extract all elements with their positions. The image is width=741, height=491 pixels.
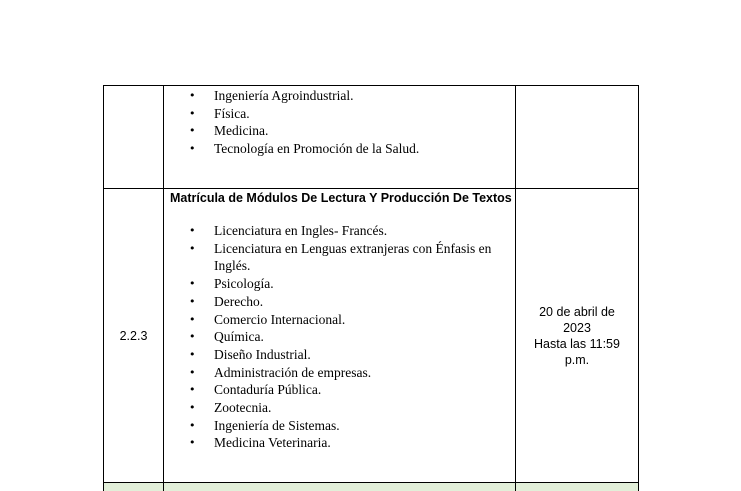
- item-number-cell: [104, 86, 164, 188]
- table-row: [104, 189, 639, 483]
- section-heading: Matrícula de Módulos De Lectura Y Producción De Textos: [170, 191, 512, 205]
- list-item: • Diseño Industrial.: [189, 346, 515, 364]
- list-item: • Ingeniería de Sistemas.: [189, 417, 515, 435]
- date-cell: [516, 86, 639, 188]
- list-item: • Derecho.: [189, 293, 515, 311]
- deadline-line: 2023: [563, 320, 591, 335]
- table-row-shaded: [104, 483, 639, 491]
- list-item: • Contaduría Pública.: [189, 381, 515, 399]
- item-number-cell: [104, 483, 164, 491]
- date-cell: [516, 189, 639, 482]
- list-item: • Medicina Veterinaria.: [189, 434, 515, 452]
- program-list: [164, 86, 515, 158]
- item-number: 2.2.3: [119, 328, 148, 343]
- deadline-line: Hasta las 11:59: [534, 336, 620, 351]
- item-number-cell: [104, 189, 164, 482]
- schedule-table: [103, 85, 639, 491]
- list-item: • Ingeniería Agroindustrial.: [189, 87, 515, 105]
- list-item: • Zootecnia.: [189, 399, 515, 417]
- list-item: • Química.: [189, 328, 515, 346]
- program-list-cell: [164, 189, 516, 482]
- deadline-line: p.m.: [564, 352, 590, 367]
- list-item: • Licenciatura en Ingles- Francés.: [189, 222, 515, 240]
- program-list: [164, 206, 515, 452]
- list-item: • Tecnología en Promoción de la Salud.: [189, 140, 515, 158]
- date-cell: [516, 483, 639, 491]
- list-item: • Psicología.: [189, 275, 515, 293]
- deadline-text: [534, 304, 620, 368]
- list-item: • Administración de empresas.: [189, 364, 515, 382]
- program-list-cell: [164, 86, 516, 188]
- list-item: • Comercio Internacional.: [189, 311, 515, 329]
- table-row: [104, 86, 639, 189]
- list-item: • Física.: [189, 105, 515, 123]
- deadline-line: 20 de abril de: [539, 304, 615, 319]
- list-item: • Medicina.: [189, 122, 515, 140]
- program-list-cell: [164, 483, 516, 491]
- list-item: • Licenciatura en Lenguas extranjeras con Énfasis en Inglés.: [189, 240, 515, 275]
